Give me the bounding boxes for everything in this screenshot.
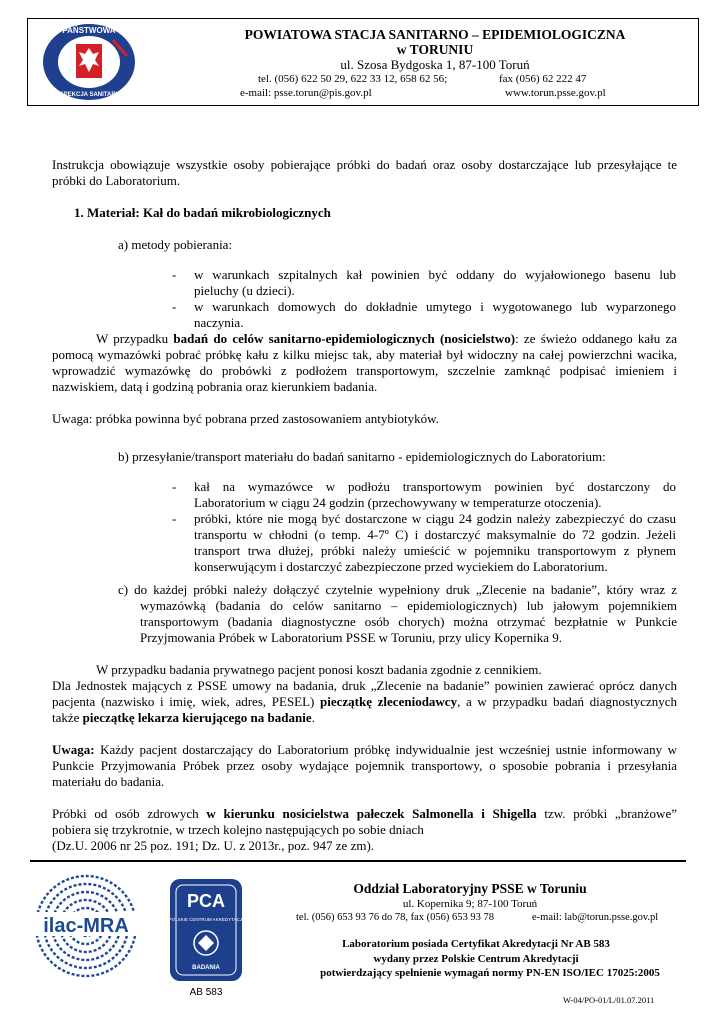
footer-contact: tel. (056) 653 93 76 do 78, fax (056) 653 93 78 bbox=[296, 912, 495, 923]
paragraph-line: Uwaga: Każdy pacjent dostarczający do Laboratorium próbkę indywidualnie jest wcześniej ustnie informowany w bbox=[52, 742, 677, 757]
section-heading: 1. Materiał: Kał do badań mikrobiologicznych bbox=[74, 205, 331, 220]
paragraph-line: nazwiskiem, datą i godziną pobrania oraz kierunkiem badania. bbox=[52, 379, 378, 394]
text-line: pieluchy (u dzieci). bbox=[194, 283, 295, 298]
header-address: ul. Szosa Bydgoska 1, 87-100 Toruń bbox=[340, 57, 530, 72]
paragraph-line: W przypadku badania prywatnego pacjent ponosi koszt badania zgodnie z cennikiem. bbox=[96, 662, 542, 677]
text-line: próbki, które nie mogą być dostarczone w ciągu 24 godzin należy zabezpieczyć do czasu bbox=[194, 511, 676, 526]
header-email[interactable]: e-mail: psse.torun@pis.gov.pl bbox=[240, 87, 372, 99]
list-item-a: a) metody pobierania: bbox=[118, 237, 233, 252]
footer-title: Oddział Laboratoryjny PSSE w Toruniu bbox=[353, 881, 587, 896]
footer-email[interactable]: e-mail: lab@torun.psse.gov.pl bbox=[532, 912, 659, 923]
dash-bullet: - bbox=[172, 267, 177, 282]
text-line: w warunkach szpitalnych kał powinien być oddany do wyjałowionego basenu lub bbox=[194, 267, 676, 282]
paragraph-line: Punkcie Przyjmowania Próbek przez osoby wydające pojemnik transportowy, o sposobie pobrania i przesyłania bbox=[52, 758, 677, 773]
ilac-mra-text: ilac-MRA bbox=[43, 915, 129, 937]
text-line: transport trwa dłużej, próbki należy umieścić w pojemniku transportowym z płynem bbox=[194, 543, 676, 558]
paragraph-line: wprowadzić wymazówkę do probówki z podłożem transportowym, szczelnie zamknąć podpisać imieniem i bbox=[52, 363, 677, 378]
list-item-b: b) przesyłanie/transport materiału do badań sanitarno - epidemiologicznych do Laboratorium: bbox=[118, 449, 606, 464]
text-line: transportu w chłodni (o temp. 4-7º C) i dostarczyć maksymalnie do 72 godzin. Jeżeli bbox=[194, 527, 676, 542]
pca-accreditation-logo bbox=[168, 877, 248, 999]
paragraph-line: pacjenta (nazwisko i imię, wiek, adres, PESEL) pieczątkę zleceniodawcy, a w przypadku badań diagnostycznych bbox=[52, 694, 678, 709]
text-line: wymazówką (badania do celów sanitarno – epidemiologicznych) lub jałowym pojemnikiem bbox=[140, 598, 677, 613]
text-line: konserwującym i dostarczyć zabezpieczone przed wyciekiem do Laboratorium. bbox=[194, 559, 608, 574]
document-code: W-04/PO-01/L/01.07.2011 bbox=[563, 995, 655, 1005]
paragraph-line: pomocą wymazówki pobrać próbkę kału z kilku miejsc tak, aby materiał był widoczny na całej powierzchni wacika, bbox=[52, 347, 677, 362]
intro-line: Instrukcja obowiązuje wszystkie osoby pobierające próbki do badań oraz osoby dostarczające lub przesyłające te bbox=[52, 157, 677, 172]
pca-badania: BADANIA bbox=[192, 965, 220, 971]
dash-bullet: - bbox=[172, 299, 177, 314]
inspekcja-sanitarna-logo bbox=[35, 22, 143, 102]
paragraph-line: Próbki od osób zdrowych w kierunku nosicielstwa pałeczek Salmonella i Shigella tzw. próbki „branżowe” bbox=[52, 806, 677, 821]
footer-address: ul. Kopernika 9; 87-100 Toruń bbox=[402, 898, 538, 910]
text-line: naczynia. bbox=[194, 315, 244, 330]
list-item-c: c) do każdej próbki należy dołączyć czytelnie wypełniony druk „Zlecenie na badanie”, który wraz z bbox=[118, 582, 677, 597]
text-line: transportowym (badania diagnostyczne osób chorych) można otrzymać bezpłatnie w Punkcie bbox=[140, 614, 677, 629]
text-line: Przyjmowania Próbek w Laboratorium PSSE w Toruniu, przy ulicy Kopernika 9. bbox=[140, 630, 563, 645]
header-city: w TORUNIU bbox=[396, 42, 474, 57]
footer-divider bbox=[30, 860, 686, 862]
paragraph-line: (Dz.U. 2006 nr 25 poz. 191; Dz. U. z 2013r., poz. 947 ze zm). bbox=[52, 838, 375, 853]
ilac-mra-logo bbox=[30, 872, 142, 980]
certificate-line: potwierdzający spełnienie wymagań normy PN-EN ISO/IEC 17025:2005 bbox=[320, 967, 660, 979]
text-line: Laboratorium w ciągu 24 godzin (przechowywany w temperaturze otoczenia). bbox=[194, 495, 602, 510]
paragraph-line: Dla Jednostek mających z PSSE umowy na badania, druk „Zlecenie na badanie” powinien zawierać oprócz danych bbox=[52, 678, 677, 693]
header-phone: tel. (056) 622 50 29, 622 33 12, 658 62 56; bbox=[258, 73, 448, 85]
text-line: w warunkach domowych do dokładnie umytego i wygotowanego lub wyparzonego bbox=[194, 299, 676, 314]
dash-bullet: - bbox=[172, 511, 177, 526]
certificate-line: wydany przez Polskie Centrum Akredytacji bbox=[373, 953, 579, 965]
note-line: Uwaga: próbka powinna być pobrana przed zastosowaniem antybiotyków. bbox=[52, 411, 439, 426]
pca-text: PCA bbox=[186, 891, 226, 911]
logo-text-top: PAŃSTWOWA bbox=[62, 26, 116, 35]
paragraph-line: także pieczątkę lekarza kierującego na badanie. bbox=[52, 710, 315, 725]
dash-bullet: - bbox=[172, 479, 177, 494]
intro-line: próbki do Laboratorium. bbox=[52, 173, 181, 188]
certificate-line: Laboratorium posiada Certyfikat Akredytacji Nr AB 583 bbox=[342, 938, 610, 950]
paragraph-line: W przypadku badań do celów sanitarno-epidemiologicznych (nosicielstwo): ze świeżo oddanego kału za bbox=[96, 331, 678, 346]
header-fax: fax (056) 62 222 47 bbox=[499, 73, 587, 85]
header-title: POWIATOWA STACJA SANITARNO – EPIDEMIOLOGICZNA bbox=[244, 27, 626, 42]
header-www[interactable]: www.torun.psse.gov.pl bbox=[505, 87, 606, 99]
paragraph-line: pobiera się trzykrotnie, w trzech kolejno następujących po sobie dniach bbox=[52, 822, 424, 837]
pca-ab-number: AB 583 bbox=[189, 987, 223, 998]
text-line: kał na wymazówce w podłożu transportowym powinien być dostarczony do bbox=[194, 479, 676, 494]
logo-text-bottom: INSPEKCJA SANITARNA bbox=[53, 92, 125, 98]
paragraph-line: materiału do badania. bbox=[52, 774, 165, 789]
pca-subtext: POLSKIE CENTRUM AKREDYTACJI bbox=[168, 917, 244, 922]
